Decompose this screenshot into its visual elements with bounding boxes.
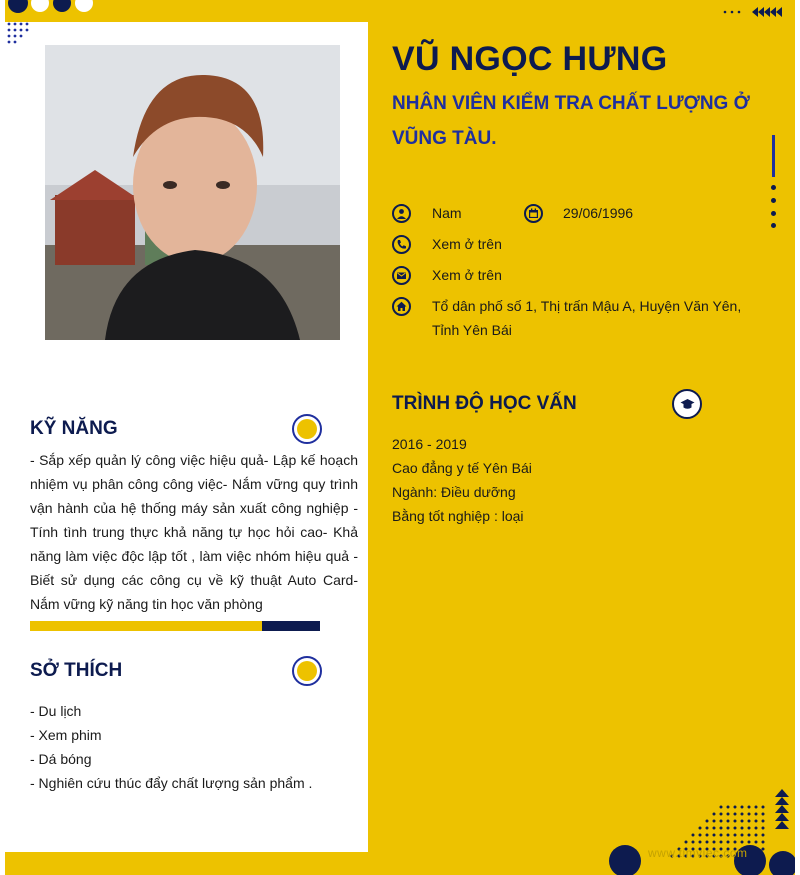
job-position: NHÂN VIÊN KIỂM TRA CHẤT LƯỢNG Ở VŨNG TÀU. [392,93,750,149]
education-major: Ngành: Điều dưỡng [392,484,516,500]
puzzle-icon [292,656,322,686]
decor-dot [771,198,776,203]
top-left-decoration [0,0,100,50]
decor-dot [771,211,776,216]
education-title: TRÌNH ĐỘ HỌC VẤN [392,393,577,414]
skills-description: - Sắp xếp quản lý công việc hiệu quả- Lập kế hoạch nhiệm vụ phân công công việc- Nắm vững quy trình vận hành của hệ thống máy sản xuất công nghiệp - Tính tình trung thực khả năng tự học hỏi cao- Khả năng làm việc độc lập tốt , làm việc nhóm hiệu quả - Biết sử dụng các công cụ về kỹ thuật Auto Card- Nắm vững kỹ năng tin học văn phòng [30,452,358,612]
calendar-icon [524,204,543,223]
decor-line [772,135,775,177]
education-degree: Bằng tốt nghiệp : loại [392,508,524,524]
hobby-item: - Du lịch [30,703,82,719]
gender-value: Nam [432,205,462,221]
skills-title: KỸ NĂNG [30,418,118,439]
profile-photo [45,45,340,340]
hobby-item: - Nghiên cứu thúc đẩy chất lượng sản phẩm . [30,775,313,791]
skill-level-fill [30,621,262,631]
address-value: Tổ dân phố số 1, Thị trấn Mậu A, Huyện Văn Yên, Tỉnh Yên Bái [432,298,742,338]
phone-icon [392,235,411,254]
right-edge [795,0,800,875]
phone-value: Xem ở trên [432,236,502,252]
email-value: Xem ở trên [432,267,502,283]
hobby-item: - Dá bóng [30,751,92,767]
education-school: Cao đẳng y tế Yên Bái [392,460,532,476]
skill-level-bar [30,621,320,631]
hobby-item: - Xem phim [30,727,102,743]
user-icon [392,204,411,223]
watermark: www.timviec.com [648,846,748,860]
education-period: 2016 - 2019 [392,436,467,452]
decor-dot [771,185,776,190]
bottom-right-decoration [600,785,795,875]
hobbies-title: SỞ THÍCH [30,660,123,681]
birthday-value: 29/06/1996 [563,205,634,221]
mail-icon [392,266,411,285]
top-right-decoration [722,5,782,19]
candidate-name: VŨ NGỌC HƯNG [392,40,668,78]
home-icon [392,297,411,316]
graduation-cap-icon [672,389,702,419]
decor-dot [771,223,776,228]
lightbulb-icon [292,414,322,444]
